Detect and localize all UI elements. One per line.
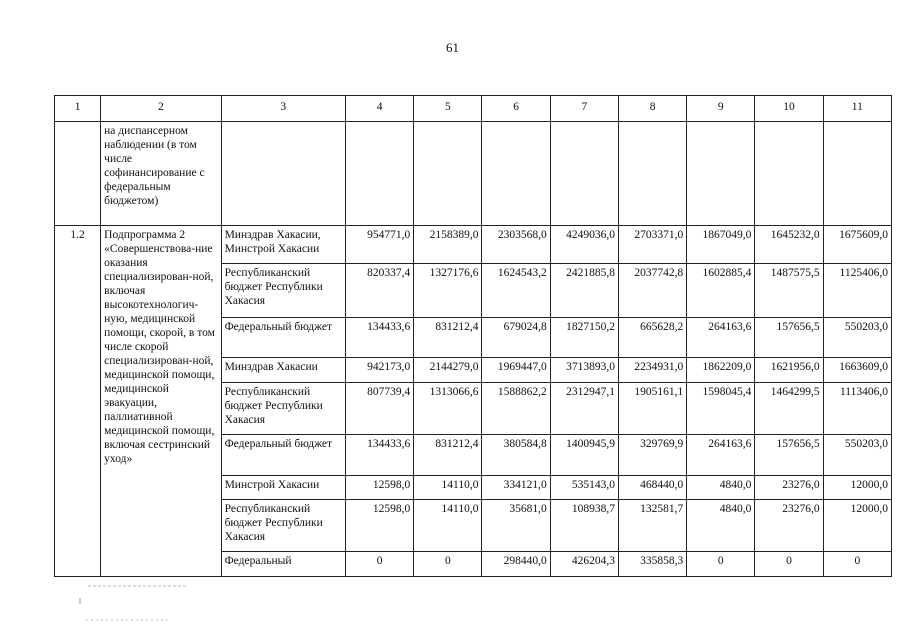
value-cell: 0	[755, 552, 823, 577]
empty-cell	[823, 122, 891, 226]
empty-cell	[414, 122, 482, 226]
value-cell: 665628,2	[618, 318, 686, 358]
column-header: 9	[687, 96, 755, 122]
value-cell: 380584,8	[482, 435, 550, 476]
value-cell: 807739,4	[346, 383, 414, 435]
value-cell: 335858,3	[618, 552, 686, 577]
value-cell: 1675609,0	[823, 226, 891, 264]
column-header: 5	[414, 96, 482, 122]
value-cell: 2144279,0	[414, 358, 482, 383]
value-cell: 1602885,4	[687, 264, 755, 318]
value-cell: 820337,4	[346, 264, 414, 318]
value-cell: 0	[687, 552, 755, 577]
value-cell: 264163,6	[687, 318, 755, 358]
value-cell: 4840,0	[687, 476, 755, 500]
empty-cell	[755, 122, 823, 226]
value-cell: 12598,0	[346, 476, 414, 500]
header-row	[55, 96, 892, 122]
value-cell: 468440,0	[618, 476, 686, 500]
source-cell: Минздрав Хакасии, Минстрой Хакасии	[221, 226, 345, 264]
column-header: 1	[55, 96, 101, 122]
empty-cell	[687, 122, 755, 226]
value-cell: 132581,7	[618, 500, 686, 552]
source-cell: Федеральный бюджет	[221, 318, 345, 358]
value-cell: 14110,0	[414, 500, 482, 552]
value-cell: 298440,0	[482, 552, 550, 577]
value-cell: 23276,0	[755, 476, 823, 500]
source-cell: Республиканский бюджет Республики Хакасия	[221, 500, 345, 552]
page-number: 61	[446, 40, 459, 55]
source-cell: Республиканский бюджет Республики Хакасия	[221, 383, 345, 435]
value-cell: 4249036,0	[550, 226, 618, 264]
empty-cell	[221, 122, 345, 226]
empty-cell	[346, 122, 414, 226]
empty-cell	[482, 122, 550, 226]
value-cell: 1327176,6	[414, 264, 482, 318]
value-cell: 4840,0	[687, 500, 755, 552]
value-cell: 2703371,0	[618, 226, 686, 264]
value-cell: 1663609,0	[823, 358, 891, 383]
value-cell: 1588862,2	[482, 383, 550, 435]
value-cell: 35681,0	[482, 500, 550, 552]
source-cell: Федеральный бюджет	[221, 435, 345, 476]
value-cell: 12598,0	[346, 500, 414, 552]
value-cell: 12000,0	[823, 476, 891, 500]
value-cell: 550203,0	[823, 318, 891, 358]
value-cell: 1867049,0	[687, 226, 755, 264]
source-cell: Минздрав Хакасии	[221, 358, 345, 383]
value-cell: 1113406,0	[823, 383, 891, 435]
value-cell: 1125406,0	[823, 264, 891, 318]
value-cell: 1621956,0	[755, 358, 823, 383]
source-cell: Минстрой Хакасии	[221, 476, 345, 500]
table-row	[55, 226, 892, 264]
empty-cell	[618, 122, 686, 226]
column-header: 4	[346, 96, 414, 122]
value-cell: 0	[823, 552, 891, 577]
value-cell: 679024,8	[482, 318, 550, 358]
value-cell: 134433,6	[346, 318, 414, 358]
column-header: 8	[618, 96, 686, 122]
value-cell: 1400945,9	[550, 435, 618, 476]
value-cell: 2158389,0	[414, 226, 482, 264]
value-cell: 1313066,6	[414, 383, 482, 435]
value-cell: 0	[346, 552, 414, 577]
value-cell: 1905161,1	[618, 383, 686, 435]
value-cell: 157656,5	[755, 435, 823, 476]
column-header: 10	[755, 96, 823, 122]
column-header: 7	[550, 96, 618, 122]
value-cell: 14110,0	[414, 476, 482, 500]
value-cell: 264163,6	[687, 435, 755, 476]
column-header: 11	[823, 96, 891, 122]
column-header: 3	[221, 96, 345, 122]
scan-artifact	[78, 584, 198, 624]
measure-name-cell: на диспансерном наблюдении (в том числе софинансирование с федеральным бюджетом)	[101, 122, 221, 226]
value-cell: 1464299,5	[755, 383, 823, 435]
value-cell: 1624543,2	[482, 264, 550, 318]
value-cell: 831212,4	[414, 318, 482, 358]
continuation-row	[55, 122, 892, 226]
value-cell: 2421885,8	[550, 264, 618, 318]
value-cell: 426204,3	[550, 552, 618, 577]
value-cell: 535143,0	[550, 476, 618, 500]
budget-table	[54, 95, 892, 577]
value-cell: 1598045,4	[687, 383, 755, 435]
value-cell: 831212,4	[414, 435, 482, 476]
value-cell: 2037742,8	[618, 264, 686, 318]
value-cell: 550203,0	[823, 435, 891, 476]
column-header: 2	[101, 96, 221, 122]
source-cell: Федеральный	[221, 552, 345, 577]
value-cell: 108938,7	[550, 500, 618, 552]
value-cell: 942173,0	[346, 358, 414, 383]
value-cell: 2234931,0	[618, 358, 686, 383]
row-index-cell	[55, 122, 101, 226]
empty-cell	[550, 122, 618, 226]
column-header: 6	[482, 96, 550, 122]
value-cell: 2312947,1	[550, 383, 618, 435]
value-cell: 334121,0	[482, 476, 550, 500]
value-cell: 954771,0	[346, 226, 414, 264]
value-cell: 157656,5	[755, 318, 823, 358]
value-cell: 134433,6	[346, 435, 414, 476]
program-index-cell: 1.2	[55, 226, 101, 577]
value-cell: 3713893,0	[550, 358, 618, 383]
value-cell: 1827150,2	[550, 318, 618, 358]
source-cell: Республиканский бюджет Республики Хакасия	[221, 264, 345, 318]
value-cell: 23276,0	[755, 500, 823, 552]
value-cell: 1862209,0	[687, 358, 755, 383]
value-cell: 329769,9	[618, 435, 686, 476]
value-cell: 2303568,0	[482, 226, 550, 264]
program-name-cell: Подпрограмма 2 «Совершенствова-ние оказания специализирован-ной, включая высокотехнологич-ную, медицинской помощи, скорой, в том числе скорой специализирован-ной, медицинской помощи, медицинской эвакуации, паллиативной медицинской помощи, включая сестринский уход»	[101, 226, 221, 577]
value-cell: 1645232,0	[755, 226, 823, 264]
value-cell: 1487575,5	[755, 264, 823, 318]
value-cell: 1969447,0	[482, 358, 550, 383]
value-cell: 0	[414, 552, 482, 577]
value-cell: 12000,0	[823, 500, 891, 552]
